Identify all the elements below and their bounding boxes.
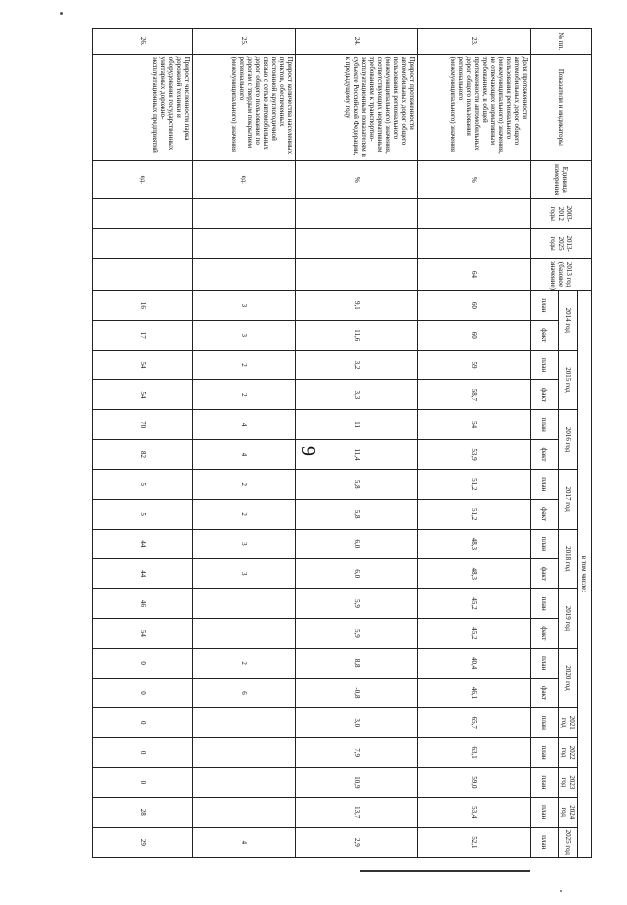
header-fact: факт — [531, 440, 559, 470]
header-year-2016: 2016 год — [559, 410, 578, 470]
value-cell: 44 — [93, 529, 193, 559]
indicator-cell: Прирост численности парка дорожной техники и оборудования государственных унитарных дорожно-эксплуатационных предприятий — [93, 54, 193, 161]
value-cell: 64 — [418, 259, 531, 291]
page-number: 9 — [297, 446, 319, 456]
value-cell: 54 — [93, 380, 193, 410]
value-cell — [296, 199, 418, 229]
header-fact: факт — [531, 499, 559, 529]
header-year-2023: 2023 год — [559, 768, 578, 798]
value-cell: 3 — [193, 291, 296, 321]
header-plan: план — [531, 827, 559, 857]
header-plan: план — [531, 350, 559, 380]
header-num: № пп. — [531, 29, 592, 55]
header-fact: факт — [531, 678, 559, 708]
value-cell: -0,8 — [296, 678, 418, 708]
header-plan: план — [531, 529, 559, 559]
value-cell — [193, 768, 296, 798]
value-cell: 17 — [93, 320, 193, 350]
value-cell: 9,1 — [296, 291, 418, 321]
value-cell: 2,9 — [296, 827, 418, 857]
value-cell: 6,0 — [296, 559, 418, 589]
rotated-table-container — [92, 28, 592, 858]
value-cell — [93, 229, 193, 259]
value-cell: 58,7 — [418, 380, 531, 410]
value-cell: 46,1 — [418, 678, 531, 708]
value-cell: 4 — [193, 410, 296, 440]
header-year-2020: 2020 год — [559, 648, 578, 708]
indicator-cell: Доля протяженности автомобильных дорог общего пользования регионального (межмуниципального) значения, не отвечающих нормативным требованиям, в общей протяженности автомобильных дорог общего пользования регионального (межмуниципального) значения — [418, 54, 531, 161]
value-cell: 28 — [93, 797, 193, 827]
value-cell: 11 — [296, 410, 418, 440]
value-cell — [418, 229, 531, 259]
value-cell: 7,9 — [296, 738, 418, 768]
value-cell: 11,4 — [296, 440, 418, 470]
header-plan: план — [531, 768, 559, 798]
header-year-2021: 2021 год — [559, 708, 578, 738]
header-year-2025: 2025 год — [559, 827, 578, 857]
header-year-2024: 2024 год — [559, 797, 578, 827]
value-cell: 13,7 — [296, 797, 418, 827]
value-cell: 2 — [193, 380, 296, 410]
value-cell: 5,8 — [296, 499, 418, 529]
value-cell: 44 — [93, 559, 193, 589]
value-cell: 4 — [193, 827, 296, 857]
row-number-cell: 23. — [418, 29, 531, 55]
header-fact: факт — [531, 559, 559, 589]
value-cell: 45,2 — [418, 618, 531, 648]
value-cell: 52,1 — [418, 827, 531, 857]
table-row — [296, 29, 418, 858]
value-cell — [193, 259, 296, 291]
value-cell — [193, 618, 296, 648]
header-year-2022: 2022 год — [559, 738, 578, 768]
value-cell: 0 — [93, 738, 193, 768]
value-cell — [193, 589, 296, 619]
value-cell — [193, 738, 296, 768]
value-cell — [193, 229, 296, 259]
scan-artifact — [560, 890, 562, 892]
value-cell: 16 — [93, 291, 193, 321]
value-cell — [193, 708, 296, 738]
header-fact: факт — [531, 618, 559, 648]
header-year-2019: 2019 год — [559, 589, 578, 649]
value-cell: 53,9 — [418, 440, 531, 470]
header-fact: факт — [531, 320, 559, 350]
value-cell: % — [296, 161, 418, 199]
row-number-cell: 25. — [193, 29, 296, 55]
value-cell — [193, 797, 296, 827]
value-cell: 2 — [193, 648, 296, 678]
value-cell: 82 — [93, 440, 193, 470]
value-cell: 46 — [93, 589, 193, 619]
value-cell: % — [418, 161, 531, 199]
value-cell: 6,0 — [296, 529, 418, 559]
row-number-cell: 26. — [93, 29, 193, 55]
header-in-that-number: в том числе: — [578, 291, 592, 858]
indicator-cell: Прирост протяженности автомобильных дорог общего пользования регионального (межмуниципального) значения, соответствующих нормативным требованиям к транспортно-эксплуатационным показателям в субъекте Российской Федерации, к предыдущему году — [296, 54, 418, 161]
value-cell — [296, 229, 418, 259]
value-cell: 3 — [193, 559, 296, 589]
header-plan: план — [531, 708, 559, 738]
value-cell: 6 — [193, 678, 296, 708]
header-year-2014: 2014 год — [559, 291, 578, 351]
header-year-2018: 2018 год — [559, 529, 578, 589]
value-cell: 51,2 — [418, 499, 531, 529]
header-year-2015: 2015 год — [559, 350, 578, 410]
header-indicators: Показатели и индикаторы — [531, 54, 592, 161]
value-cell: 5,9 — [296, 589, 418, 619]
value-cell: 2 — [193, 350, 296, 380]
value-cell: 29 — [93, 827, 193, 857]
value-cell: 70 — [93, 410, 193, 440]
value-cell: 5 — [93, 499, 193, 529]
value-cell — [93, 199, 193, 229]
value-cell: 63,1 — [418, 738, 531, 768]
value-cell: 65,7 — [418, 708, 531, 738]
value-cell — [193, 199, 296, 229]
value-cell: 59,0 — [418, 768, 531, 798]
value-cell: 60 — [418, 320, 531, 350]
value-cell: 11,6 — [296, 320, 418, 350]
value-cell: 54 — [93, 618, 193, 648]
value-cell: 5,9 — [296, 618, 418, 648]
value-cell: 4 — [193, 440, 296, 470]
table-row — [93, 29, 193, 858]
value-cell: 0 — [93, 678, 193, 708]
value-cell: 60 — [418, 291, 531, 321]
value-cell: 40,4 — [418, 648, 531, 678]
value-cell: 54 — [93, 350, 193, 380]
value-cell: ед. — [193, 161, 296, 199]
table-row — [418, 29, 531, 858]
value-cell: ед. — [93, 161, 193, 199]
value-cell: 5 — [93, 469, 193, 499]
value-cell: 3,0 — [296, 708, 418, 738]
value-cell — [93, 259, 193, 291]
value-cell — [296, 259, 418, 291]
scan-artifact — [60, 12, 63, 15]
value-cell: 0 — [93, 708, 193, 738]
header-plan: план — [531, 589, 559, 619]
value-cell: 2 — [193, 469, 296, 499]
value-cell: 51,2 — [418, 469, 531, 499]
indicator-cell: Прирост количества населенных пунктов, обеспеченных постоянной круглогодичной связью с сетью автомобильных дорог общего пользования по дорогам с твердым покрытием регионального (межмуниципального) значения — [193, 54, 296, 161]
value-cell — [418, 199, 531, 229]
value-cell: 0 — [93, 648, 193, 678]
value-cell: 5,8 — [296, 469, 418, 499]
value-cell: 10,9 — [296, 768, 418, 798]
header-2003-2012: 2003-2012 годы — [531, 199, 592, 229]
header-plan: план — [531, 648, 559, 678]
value-cell: 8,8 — [296, 648, 418, 678]
header-plan: план — [531, 469, 559, 499]
value-cell: 45,2 — [418, 589, 531, 619]
header-plan: план — [531, 410, 559, 440]
value-cell: 3 — [193, 529, 296, 559]
header-plan: план — [531, 738, 559, 768]
header-plan: план — [531, 797, 559, 827]
scan-artifact-line — [360, 870, 530, 872]
value-cell: 0 — [93, 768, 193, 798]
table-body — [93, 29, 531, 858]
value-cell: 2 — [193, 499, 296, 529]
header-year-2017: 2017 год — [559, 469, 578, 529]
value-cell: 3,3 — [296, 380, 418, 410]
header-plan: план — [531, 291, 559, 321]
value-cell: 59 — [418, 350, 531, 380]
indicators-table — [92, 28, 592, 858]
value-cell: 53,4 — [418, 797, 531, 827]
table-row — [193, 29, 296, 858]
header-2013: 2013 год (базовое значение) — [531, 259, 592, 291]
value-cell: 3,2 — [296, 350, 418, 380]
header-unit: Единица измерения — [531, 161, 592, 199]
value-cell: 48,3 — [418, 529, 531, 559]
row-number-cell: 24. — [296, 29, 418, 55]
value-cell: 54 — [418, 410, 531, 440]
header-fact: факт — [531, 380, 559, 410]
value-cell: 48,3 — [418, 559, 531, 589]
value-cell: 3 — [193, 320, 296, 350]
header-2013-2025: 2013-2025 годы — [531, 229, 592, 259]
